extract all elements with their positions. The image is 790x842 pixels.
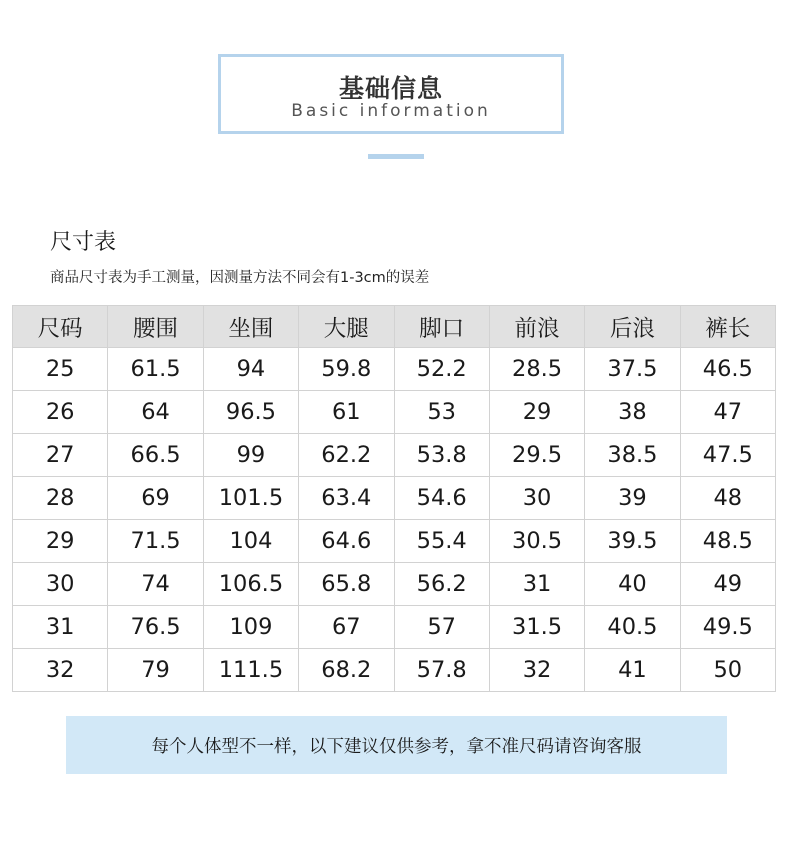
table-cell: 50 [680,649,775,692]
table-cell: 52.2 [394,348,489,391]
column-header: 脚口 [394,306,489,348]
table-cell: 67 [299,606,394,649]
table-cell: 47 [680,391,775,434]
table-cell: 29 [13,520,108,563]
table-cell: 64.6 [299,520,394,563]
table-cell: 30 [489,477,584,520]
size-chart-note: 商品尺寸表为手工测量，因测量方法不同会有1-3cm的误差 [50,270,430,286]
table-cell: 47.5 [680,434,775,477]
table-cell: 28.5 [489,348,584,391]
table-cell: 31 [13,606,108,649]
column-header: 大腿 [299,306,394,348]
table-cell: 59.8 [299,348,394,391]
table-cell: 76.5 [108,606,203,649]
table-cell: 49.5 [680,606,775,649]
table-header-row [13,306,776,348]
fit-advice-banner [66,716,727,774]
table-cell: 109 [203,606,298,649]
column-header: 后浪 [585,306,680,348]
table-cell: 30 [13,563,108,606]
table-cell: 38.5 [585,434,680,477]
table-cell: 32 [489,649,584,692]
table-cell: 25 [13,348,108,391]
table-cell: 68.2 [299,649,394,692]
table-cell: 69 [108,477,203,520]
table-cell: 39 [585,477,680,520]
table-cell: 37.5 [585,348,680,391]
table-cell: 32 [13,649,108,692]
table-cell: 61 [299,391,394,434]
fit-advice-text: 每个人体型不一样，以下建议仅供参考，拿不准尺码请咨询客服 [151,736,642,757]
table-cell: 111.5 [203,649,298,692]
table-cell: 48.5 [680,520,775,563]
title-underline-bar [368,154,424,159]
table-row [13,606,776,649]
table-row [13,649,776,692]
table-cell: 38 [585,391,680,434]
table-cell: 54.6 [394,477,489,520]
table-cell: 99 [203,434,298,477]
table-cell: 55.4 [394,520,489,563]
table-cell: 48 [680,477,775,520]
table-cell: 29 [489,391,584,434]
table-cell: 29.5 [489,434,584,477]
section-title-cn: 基础信息 [338,74,443,103]
table-cell: 30.5 [489,520,584,563]
table-cell: 65.8 [299,563,394,606]
table-cell: 66.5 [108,434,203,477]
table-cell: 106.5 [203,563,298,606]
table-row [13,348,776,391]
table-row [13,391,776,434]
table-cell: 64 [108,391,203,434]
table-cell: 104 [203,520,298,563]
size-chart-heading: 尺寸表 [50,230,117,255]
table-cell: 28 [13,477,108,520]
table-cell: 63.4 [299,477,394,520]
table-cell: 31.5 [489,606,584,649]
section-title-en: Basic information [291,101,491,121]
table-cell: 61.5 [108,348,203,391]
table-cell: 56.2 [394,563,489,606]
table-cell: 40.5 [585,606,680,649]
table-row [13,434,776,477]
table-cell: 49 [680,563,775,606]
section-title-box [218,54,564,134]
table-cell: 53.8 [394,434,489,477]
column-header: 坐围 [203,306,298,348]
table-cell: 71.5 [108,520,203,563]
table-cell: 57.8 [394,649,489,692]
table-cell: 101.5 [203,477,298,520]
table-row [13,477,776,520]
table-cell: 53 [394,391,489,434]
table-cell: 31 [489,563,584,606]
column-header: 尺码 [13,306,108,348]
table-cell: 79 [108,649,203,692]
table-row [13,563,776,606]
table-cell: 41 [585,649,680,692]
table-cell: 40 [585,563,680,606]
size-table [12,305,776,692]
table-cell: 27 [13,434,108,477]
table-row [13,520,776,563]
table-cell: 96.5 [203,391,298,434]
table-cell: 74 [108,563,203,606]
table-cell: 94 [203,348,298,391]
table-cell: 39.5 [585,520,680,563]
table-cell: 57 [394,606,489,649]
table-cell: 46.5 [680,348,775,391]
table-body [13,348,776,692]
table-cell: 26 [13,391,108,434]
column-header: 腰围 [108,306,203,348]
column-header: 裤长 [680,306,775,348]
column-header: 前浪 [489,306,584,348]
table-cell: 62.2 [299,434,394,477]
